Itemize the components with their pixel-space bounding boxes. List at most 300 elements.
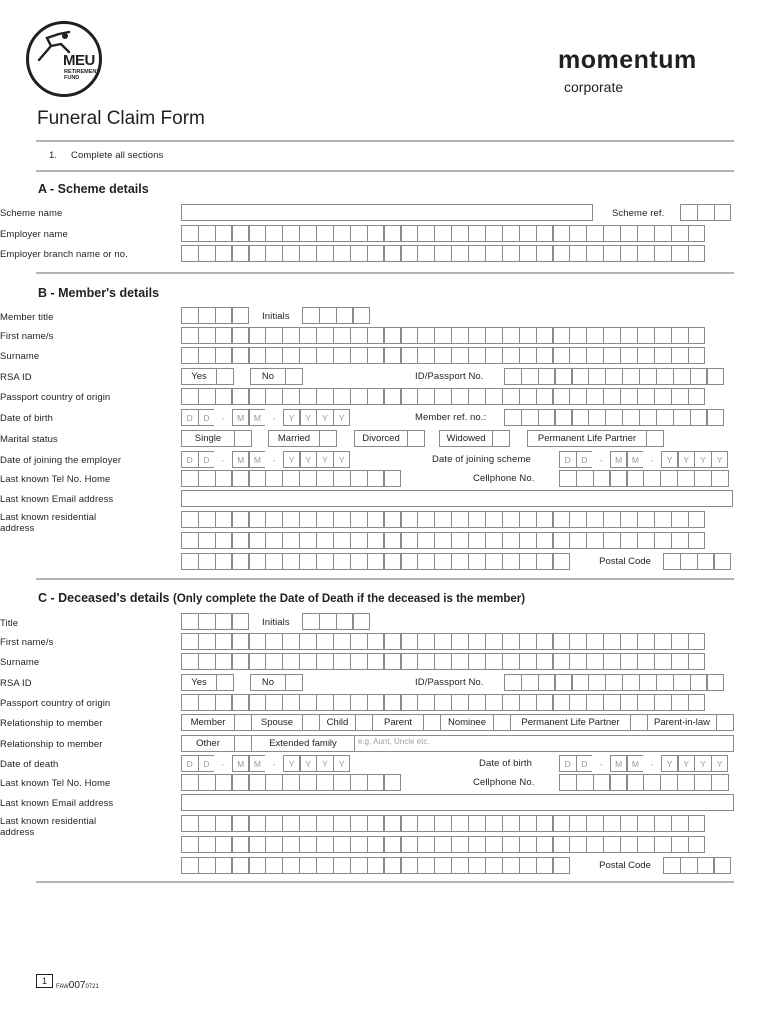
input-cell[interactable] bbox=[502, 347, 520, 364]
input-cell[interactable] bbox=[714, 857, 732, 874]
input-cell[interactable] bbox=[417, 532, 435, 549]
cellphone-input[interactable] bbox=[559, 470, 728, 487]
input-cell[interactable] bbox=[714, 204, 732, 221]
input-cell[interactable] bbox=[434, 511, 452, 528]
date-cell[interactable]: M bbox=[249, 451, 267, 468]
input-cell[interactable] bbox=[249, 633, 267, 650]
input-cell[interactable] bbox=[215, 653, 233, 670]
input-cell[interactable] bbox=[367, 388, 385, 405]
rel-option-parent-in-law[interactable]: Parent-in-law bbox=[647, 714, 717, 731]
input-cell[interactable] bbox=[232, 694, 250, 711]
input-cell[interactable] bbox=[384, 470, 402, 487]
input-cell[interactable] bbox=[384, 245, 402, 262]
date-cell[interactable]: Y bbox=[300, 451, 318, 468]
input-cell[interactable] bbox=[576, 774, 594, 791]
input-cell[interactable] bbox=[451, 532, 469, 549]
input-cell[interactable] bbox=[302, 613, 320, 630]
input-cell[interactable] bbox=[367, 836, 385, 853]
input-cell[interactable] bbox=[569, 511, 587, 528]
input-cell[interactable] bbox=[519, 815, 537, 832]
input-cell[interactable] bbox=[586, 815, 604, 832]
input-cell[interactable] bbox=[553, 857, 571, 874]
input-cell[interactable] bbox=[249, 836, 267, 853]
input-cell[interactable] bbox=[282, 470, 300, 487]
date-cell[interactable]: Y bbox=[300, 755, 318, 772]
input-cell[interactable] bbox=[367, 532, 385, 549]
input-cell[interactable] bbox=[181, 532, 199, 549]
input-cell[interactable] bbox=[367, 347, 385, 364]
input-cell[interactable] bbox=[282, 511, 300, 528]
input-cell[interactable] bbox=[671, 327, 689, 344]
input-cell[interactable] bbox=[282, 532, 300, 549]
postal-code-input[interactable] bbox=[663, 553, 731, 570]
input-cell[interactable] bbox=[451, 347, 469, 364]
input-cell[interactable] bbox=[333, 774, 351, 791]
date-cell[interactable]: D bbox=[559, 451, 577, 468]
tel-home-input[interactable] bbox=[181, 470, 401, 487]
input-cell[interactable] bbox=[603, 347, 621, 364]
input-cell[interactable] bbox=[502, 388, 520, 405]
member-ref-input[interactable] bbox=[504, 409, 724, 426]
input-cell[interactable] bbox=[249, 245, 267, 262]
input-cell[interactable] bbox=[536, 694, 554, 711]
rsa-id-no-checkbox[interactable] bbox=[285, 368, 303, 385]
input-cell[interactable] bbox=[688, 327, 706, 344]
input-cell[interactable] bbox=[593, 774, 611, 791]
date-cell[interactable]: M bbox=[627, 755, 645, 772]
input-cell[interactable] bbox=[654, 347, 672, 364]
date-cell[interactable]: Y bbox=[661, 451, 679, 468]
input-cell[interactable] bbox=[299, 694, 317, 711]
input-cell[interactable] bbox=[451, 836, 469, 853]
input-cell[interactable] bbox=[637, 327, 655, 344]
input-cell[interactable] bbox=[620, 245, 638, 262]
input-cell[interactable] bbox=[333, 388, 351, 405]
date-cell[interactable]: D bbox=[559, 755, 577, 772]
input-cell[interactable] bbox=[569, 225, 587, 242]
input-cell[interactable] bbox=[620, 511, 638, 528]
input-cell[interactable] bbox=[434, 327, 452, 344]
rel-option-life-partner[interactable]: Permanent Life Partner bbox=[510, 714, 631, 731]
input-cell[interactable] bbox=[350, 470, 368, 487]
input-cell[interactable] bbox=[333, 245, 351, 262]
input-cell[interactable] bbox=[417, 511, 435, 528]
input-cell[interactable] bbox=[586, 694, 604, 711]
input-cell[interactable] bbox=[688, 694, 706, 711]
input-cell[interactable] bbox=[333, 653, 351, 670]
input-cell[interactable] bbox=[384, 347, 402, 364]
marital-divorced-checkbox[interactable] bbox=[407, 430, 425, 447]
input-cell[interactable] bbox=[299, 511, 317, 528]
input-cell[interactable] bbox=[690, 368, 708, 385]
input-cell[interactable] bbox=[265, 815, 283, 832]
input-cell[interactable] bbox=[215, 815, 233, 832]
input-cell[interactable] bbox=[555, 674, 573, 691]
input-cell[interactable] bbox=[350, 553, 368, 570]
input-cell[interactable] bbox=[265, 245, 283, 262]
input-cell[interactable] bbox=[610, 470, 628, 487]
input-cell[interactable] bbox=[333, 633, 351, 650]
input-cell[interactable] bbox=[353, 613, 371, 630]
input-cell[interactable] bbox=[673, 368, 691, 385]
input-cell[interactable] bbox=[502, 694, 520, 711]
input-cell[interactable] bbox=[620, 694, 638, 711]
date-cell[interactable]: Y bbox=[316, 409, 334, 426]
input-cell[interactable] bbox=[502, 857, 520, 874]
marital-option-married[interactable]: Married bbox=[268, 430, 320, 447]
input-cell[interactable] bbox=[603, 245, 621, 262]
date-cell[interactable]: M bbox=[232, 451, 250, 468]
input-cell[interactable] bbox=[384, 511, 402, 528]
rel-other-checkbox[interactable] bbox=[234, 735, 252, 752]
input-cell[interactable] bbox=[350, 245, 368, 262]
input-cell[interactable] bbox=[215, 774, 233, 791]
input-cell[interactable] bbox=[656, 409, 674, 426]
input-cell[interactable] bbox=[401, 225, 419, 242]
input-cell[interactable] bbox=[485, 327, 503, 344]
input-cell[interactable] bbox=[603, 225, 621, 242]
input-cell[interactable] bbox=[671, 633, 689, 650]
input-cell[interactable] bbox=[654, 388, 672, 405]
input-cell[interactable] bbox=[417, 653, 435, 670]
input-cell[interactable] bbox=[350, 511, 368, 528]
date-cell[interactable]: D bbox=[181, 409, 199, 426]
input-cell[interactable] bbox=[656, 368, 674, 385]
input-cell[interactable] bbox=[639, 674, 657, 691]
input-cell[interactable] bbox=[586, 511, 604, 528]
input-cell[interactable] bbox=[603, 653, 621, 670]
deceased-rsa-id-yes-checkbox[interactable] bbox=[216, 674, 234, 691]
input-cell[interactable] bbox=[316, 836, 334, 853]
input-cell[interactable] bbox=[688, 653, 706, 670]
input-cell[interactable] bbox=[627, 774, 645, 791]
date-cell[interactable]: Y bbox=[333, 755, 351, 772]
input-cell[interactable] bbox=[707, 674, 725, 691]
input-cell[interactable] bbox=[265, 511, 283, 528]
date-cell[interactable]: Y bbox=[333, 409, 351, 426]
input-cell[interactable] bbox=[401, 245, 419, 262]
input-cell[interactable] bbox=[654, 653, 672, 670]
input-cell[interactable] bbox=[299, 836, 317, 853]
input-cell[interactable] bbox=[215, 307, 233, 324]
input-cell[interactable] bbox=[663, 553, 681, 570]
input-cell[interactable] bbox=[593, 470, 611, 487]
rel-option-spouse[interactable]: Spouse bbox=[251, 714, 303, 731]
input-cell[interactable] bbox=[215, 633, 233, 650]
date-cell[interactable]: Y bbox=[316, 451, 334, 468]
input-cell[interactable] bbox=[299, 245, 317, 262]
input-cell[interactable] bbox=[553, 633, 571, 650]
marital-widowed-checkbox[interactable] bbox=[492, 430, 510, 447]
input-cell[interactable] bbox=[401, 836, 419, 853]
input-cell[interactable] bbox=[181, 245, 199, 262]
input-cell[interactable] bbox=[198, 815, 216, 832]
input-cell[interactable] bbox=[451, 815, 469, 832]
input-cell[interactable] bbox=[553, 653, 571, 670]
date-cell[interactable]: D bbox=[576, 755, 594, 772]
input-cell[interactable] bbox=[707, 409, 725, 426]
input-cell[interactable] bbox=[282, 774, 300, 791]
input-cell[interactable] bbox=[367, 553, 385, 570]
input-cell[interactable] bbox=[198, 532, 216, 549]
input-cell[interactable] bbox=[451, 225, 469, 242]
input-cell[interactable] bbox=[468, 633, 486, 650]
input-cell[interactable] bbox=[654, 225, 672, 242]
input-cell[interactable] bbox=[555, 409, 573, 426]
input-cell[interactable] bbox=[282, 694, 300, 711]
date-cell[interactable]: Y bbox=[678, 755, 696, 772]
input-cell[interactable] bbox=[697, 204, 715, 221]
input-cell[interactable] bbox=[680, 553, 698, 570]
input-cell[interactable] bbox=[249, 347, 267, 364]
input-cell[interactable] bbox=[417, 836, 435, 853]
input-cell[interactable] bbox=[265, 388, 283, 405]
input-cell[interactable] bbox=[620, 225, 638, 242]
input-cell[interactable] bbox=[603, 388, 621, 405]
input-cell[interactable] bbox=[680, 857, 698, 874]
input-cell[interactable] bbox=[536, 815, 554, 832]
input-cell[interactable] bbox=[417, 857, 435, 874]
deceased-surname-input[interactable] bbox=[181, 653, 705, 670]
input-cell[interactable] bbox=[367, 633, 385, 650]
input-cell[interactable] bbox=[198, 225, 216, 242]
input-cell[interactable] bbox=[333, 511, 351, 528]
input-cell[interactable] bbox=[434, 225, 452, 242]
input-cell[interactable] bbox=[215, 245, 233, 262]
rsa-id-yes-option[interactable]: Yes bbox=[181, 368, 217, 385]
input-cell[interactable] bbox=[536, 327, 554, 344]
marital-option-divorced[interactable]: Divorced bbox=[354, 430, 408, 447]
input-cell[interactable] bbox=[434, 532, 452, 549]
scheme-name-input[interactable] bbox=[181, 204, 593, 221]
input-cell[interactable] bbox=[536, 653, 554, 670]
input-cell[interactable] bbox=[384, 388, 402, 405]
input-cell[interactable] bbox=[622, 409, 640, 426]
input-cell[interactable] bbox=[553, 815, 571, 832]
input-cell[interactable] bbox=[333, 327, 351, 344]
input-cell[interactable] bbox=[350, 225, 368, 242]
input-cell[interactable] bbox=[671, 815, 689, 832]
input-cell[interactable] bbox=[519, 511, 537, 528]
input-cell[interactable] bbox=[384, 653, 402, 670]
input-cell[interactable] bbox=[316, 694, 334, 711]
input-cell[interactable] bbox=[417, 553, 435, 570]
input-cell[interactable] bbox=[265, 653, 283, 670]
input-cell[interactable] bbox=[316, 815, 334, 832]
input-cell[interactable] bbox=[519, 836, 537, 853]
input-cell[interactable] bbox=[434, 388, 452, 405]
address-line-3-input[interactable] bbox=[181, 553, 569, 570]
input-cell[interactable] bbox=[519, 347, 537, 364]
input-cell[interactable] bbox=[198, 694, 216, 711]
input-cell[interactable] bbox=[181, 815, 199, 832]
input-cell[interactable] bbox=[417, 327, 435, 344]
input-cell[interactable] bbox=[519, 553, 537, 570]
input-cell[interactable] bbox=[468, 225, 486, 242]
input-cell[interactable] bbox=[637, 836, 655, 853]
input-cell[interactable] bbox=[536, 225, 554, 242]
input-cell[interactable] bbox=[350, 694, 368, 711]
input-cell[interactable] bbox=[384, 815, 402, 832]
input-cell[interactable] bbox=[707, 368, 725, 385]
input-cell[interactable] bbox=[627, 470, 645, 487]
input-cell[interactable] bbox=[181, 836, 199, 853]
input-cell[interactable] bbox=[663, 857, 681, 874]
deceased-initials-input[interactable] bbox=[302, 613, 370, 630]
input-cell[interactable] bbox=[350, 836, 368, 853]
input-cell[interactable] bbox=[249, 653, 267, 670]
input-cell[interactable] bbox=[232, 857, 250, 874]
input-cell[interactable] bbox=[485, 553, 503, 570]
input-cell[interactable] bbox=[265, 470, 283, 487]
input-cell[interactable] bbox=[434, 857, 452, 874]
input-cell[interactable] bbox=[620, 633, 638, 650]
input-cell[interactable] bbox=[181, 653, 199, 670]
surname-input[interactable] bbox=[181, 347, 705, 364]
input-cell[interactable] bbox=[654, 836, 672, 853]
input-cell[interactable] bbox=[434, 245, 452, 262]
input-cell[interactable] bbox=[586, 836, 604, 853]
date-cell[interactable]: Y bbox=[316, 755, 334, 772]
deceased-address-line-1-input[interactable] bbox=[181, 815, 705, 832]
input-cell[interactable] bbox=[468, 347, 486, 364]
input-cell[interactable] bbox=[603, 815, 621, 832]
input-cell[interactable] bbox=[215, 470, 233, 487]
input-cell[interactable] bbox=[588, 368, 606, 385]
input-cell[interactable] bbox=[468, 836, 486, 853]
input-cell[interactable] bbox=[316, 553, 334, 570]
input-cell[interactable] bbox=[502, 836, 520, 853]
input-cell[interactable] bbox=[671, 653, 689, 670]
input-cell[interactable] bbox=[559, 774, 577, 791]
input-cell[interactable] bbox=[350, 347, 368, 364]
input-cell[interactable] bbox=[468, 815, 486, 832]
input-cell[interactable] bbox=[434, 633, 452, 650]
input-cell[interactable] bbox=[586, 532, 604, 549]
input-cell[interactable] bbox=[282, 347, 300, 364]
input-cell[interactable] bbox=[620, 836, 638, 853]
input-cell[interactable] bbox=[350, 653, 368, 670]
input-cell[interactable] bbox=[282, 857, 300, 874]
input-cell[interactable] bbox=[198, 347, 216, 364]
input-cell[interactable] bbox=[637, 633, 655, 650]
input-cell[interactable] bbox=[384, 694, 402, 711]
input-cell[interactable] bbox=[536, 388, 554, 405]
input-cell[interactable] bbox=[569, 694, 587, 711]
input-cell[interactable] bbox=[553, 532, 571, 549]
input-cell[interactable] bbox=[417, 245, 435, 262]
input-cell[interactable] bbox=[367, 245, 385, 262]
input-cell[interactable] bbox=[569, 532, 587, 549]
input-cell[interactable] bbox=[637, 511, 655, 528]
date-cell[interactable]: D bbox=[181, 755, 199, 772]
input-cell[interactable] bbox=[536, 532, 554, 549]
marital-option-life-partner[interactable]: Permanent Life Partner bbox=[527, 430, 647, 447]
deceased-rsa-id-no-checkbox[interactable] bbox=[285, 674, 303, 691]
deceased-email-input[interactable] bbox=[181, 794, 734, 811]
deceased-postal-code-input[interactable] bbox=[663, 857, 731, 874]
input-cell[interactable] bbox=[620, 388, 638, 405]
input-cell[interactable] bbox=[654, 633, 672, 650]
input-cell[interactable] bbox=[569, 327, 587, 344]
input-cell[interactable] bbox=[688, 245, 706, 262]
date-cell[interactable]: M bbox=[610, 755, 628, 772]
input-cell[interactable] bbox=[690, 409, 708, 426]
input-cell[interactable] bbox=[265, 327, 283, 344]
marital-married-checkbox[interactable] bbox=[319, 430, 337, 447]
input-cell[interactable] bbox=[677, 470, 695, 487]
input-cell[interactable] bbox=[198, 613, 216, 630]
input-cell[interactable] bbox=[694, 470, 712, 487]
input-cell[interactable] bbox=[643, 774, 661, 791]
input-cell[interactable] bbox=[637, 245, 655, 262]
deceased-dob-input[interactable] bbox=[559, 755, 728, 772]
input-cell[interactable] bbox=[299, 774, 317, 791]
deceased-rsa-id-no-option[interactable]: No bbox=[250, 674, 286, 691]
input-cell[interactable] bbox=[181, 470, 199, 487]
input-cell[interactable] bbox=[714, 553, 732, 570]
id-passport-input[interactable] bbox=[504, 368, 724, 385]
input-cell[interactable] bbox=[181, 388, 199, 405]
input-cell[interactable] bbox=[350, 532, 368, 549]
input-cell[interactable] bbox=[417, 633, 435, 650]
member-title-input[interactable] bbox=[181, 307, 249, 324]
input-cell[interactable] bbox=[434, 694, 452, 711]
input-cell[interactable] bbox=[401, 511, 419, 528]
input-cell[interactable] bbox=[384, 225, 402, 242]
input-cell[interactable] bbox=[553, 836, 571, 853]
rel-option-member[interactable]: Member bbox=[181, 714, 235, 731]
input-cell[interactable] bbox=[215, 857, 233, 874]
date-cell[interactable]: Y bbox=[283, 451, 301, 468]
input-cell[interactable] bbox=[553, 245, 571, 262]
input-cell[interactable] bbox=[569, 388, 587, 405]
input-cell[interactable] bbox=[316, 653, 334, 670]
input-cell[interactable] bbox=[316, 857, 334, 874]
date-cell[interactable]: Y bbox=[333, 451, 351, 468]
input-cell[interactable] bbox=[316, 633, 334, 650]
input-cell[interactable] bbox=[215, 327, 233, 344]
rel-child-checkbox[interactable] bbox=[355, 714, 373, 731]
input-cell[interactable] bbox=[654, 511, 672, 528]
input-cell[interactable] bbox=[603, 532, 621, 549]
marital-single-checkbox[interactable] bbox=[234, 430, 252, 447]
input-cell[interactable] bbox=[198, 553, 216, 570]
input-cell[interactable] bbox=[417, 225, 435, 242]
deceased-address-line-2-input[interactable] bbox=[181, 836, 705, 853]
input-cell[interactable] bbox=[485, 815, 503, 832]
input-cell[interactable] bbox=[620, 815, 638, 832]
input-cell[interactable] bbox=[198, 245, 216, 262]
input-cell[interactable] bbox=[569, 653, 587, 670]
input-cell[interactable] bbox=[367, 511, 385, 528]
input-cell[interactable] bbox=[688, 511, 706, 528]
input-cell[interactable] bbox=[299, 470, 317, 487]
input-cell[interactable] bbox=[282, 653, 300, 670]
input-cell[interactable] bbox=[451, 511, 469, 528]
input-cell[interactable] bbox=[502, 532, 520, 549]
input-cell[interactable] bbox=[586, 347, 604, 364]
input-cell[interactable] bbox=[637, 347, 655, 364]
input-cell[interactable] bbox=[417, 388, 435, 405]
input-cell[interactable] bbox=[620, 347, 638, 364]
input-cell[interactable] bbox=[451, 694, 469, 711]
input-cell[interactable] bbox=[588, 409, 606, 426]
date-cell[interactable]: Y bbox=[283, 409, 301, 426]
input-cell[interactable] bbox=[215, 511, 233, 528]
input-cell[interactable] bbox=[536, 553, 554, 570]
rel-spouse-checkbox[interactable] bbox=[302, 714, 320, 731]
